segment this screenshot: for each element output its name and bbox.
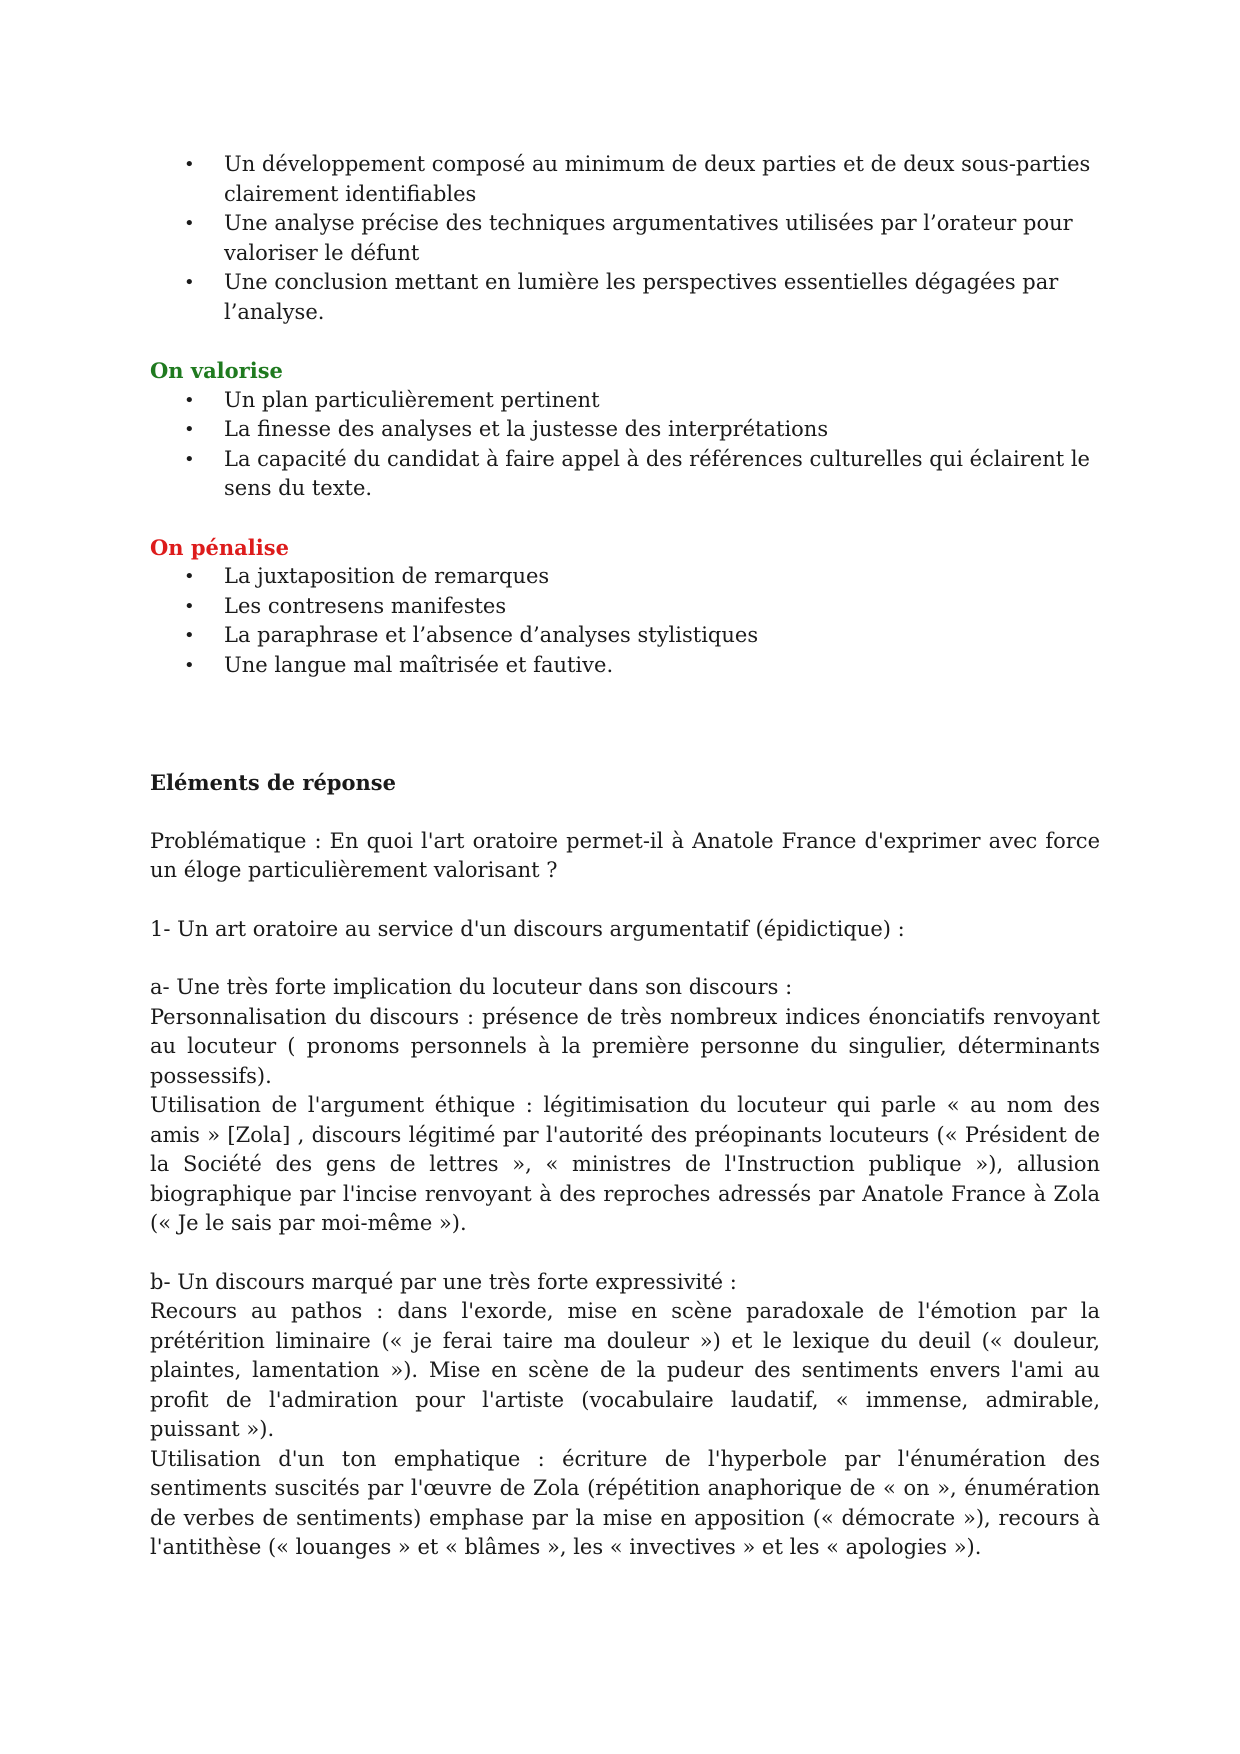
intro-criteria-list	[150, 150, 1100, 327]
list-item-text: Une analyse précise des techniques argumentatives utilisées par l’orateur pour valoriser le défunt	[224, 211, 1073, 265]
list-item	[150, 386, 1100, 416]
bullet-icon: •	[184, 389, 195, 411]
list-item	[150, 445, 1100, 504]
subpart-b-paragraph-2: Utilisation d'un ton emphatique : écriture de l'hyperbole par l'énumération des sentiments suscités par l'œuvre de Zola (répétition anaphorique de « on », énumération de verbes de sentiments) emphase par la mise en apposition (« démocrate »), recours à l'antithèse (« louanges » et « blâmes », les « invectives » et les « apologies »).	[150, 1446, 1100, 1559]
list-item	[150, 150, 1100, 209]
list-item-text: La juxtaposition de remarques	[224, 564, 550, 588]
bullet-icon: •	[184, 213, 195, 234]
valorise-list	[150, 386, 1100, 504]
list-item-text: La paraphrase et l’absence d’analyses stylistiques	[224, 623, 759, 647]
list-item-text: La finesse des analyses et la justesse des interprétations	[224, 417, 829, 441]
problematique-text: Problématique : En quoi l'art oratoire permet-il à Anatole France d'exprimer avec force un éloge particulièrement valorisant ?	[150, 828, 1100, 882]
subpart-a-paragraph-1: Personnalisation du discours : présence de très nombreux indices énonciatifs renvoyant au locuteur ( pronoms personnels à la première personne du singulier, déterminants possessifs).	[150, 1004, 1100, 1088]
bullet-icon: •	[184, 566, 195, 587]
list-item	[150, 621, 1100, 651]
bullet-icon: •	[184, 419, 195, 440]
subpart-b-paragraph-1: Recours au pathos : dans l'exorde, mise en scène paradoxale de l'émotion par la prétérition liminaire (« je ferai taire ma douleur ») et le lexique du deuil (« douleur, plaintes, lamentation »). Mise en scène de la pudeur des sentiments envers l'ami au profit de l'admiration pour l'artiste (vocabulaire laudatif, « immense, admirable, puissant »).	[150, 1299, 1100, 1441]
bullet-icon: •	[184, 595, 195, 617]
list-item	[150, 209, 1100, 268]
bullet-icon: •	[184, 654, 195, 676]
bullet-icon: •	[184, 625, 195, 646]
list-item	[150, 268, 1100, 327]
list-item	[150, 562, 1100, 592]
valorise-heading: On valorise	[150, 358, 283, 383]
subpart-a-title: a- Une très forte implication du locuteur dans son discours :	[150, 975, 793, 999]
list-item-text: Une langue mal maîtrisée et fautive.	[224, 652, 614, 677]
bullet-icon: •	[184, 154, 195, 175]
subpart-a-paragraph-2: Utilisation de l'argument éthique : légitimisation du locuteur qui parle « au nom des amis » [Zola] , discours légitimé par l'autorité des préopinants locuteurs (« Président de la Société des gens de lettres », « ministres de l'Instruction publique »), allusion biographique par l'incise renvoyant à des reproches adressés par Anatole France à Zola (« Je le sais par moi-même »).	[150, 1093, 1100, 1235]
subpart-b-title: b- Un discours marqué par une très forte expressivité :	[150, 1269, 737, 1294]
list-item-text: La capacité du candidat à faire appel à des références culturelles qui éclairent le sens du texte.	[224, 446, 1090, 500]
list-item-text: Les contresens manifestes	[224, 593, 507, 618]
list-item	[150, 592, 1100, 622]
penalise-list	[150, 562, 1100, 680]
elements-heading: Eléments de réponse	[150, 770, 396, 795]
bullet-icon: •	[184, 272, 195, 293]
bullet-icon: •	[184, 448, 195, 470]
list-item-text: Une conclusion mettant en lumière les perspectives essentielles dégagées par l’analyse.	[224, 270, 1059, 324]
penalise-heading: On pénalise	[150, 534, 289, 560]
document-page	[150, 150, 1100, 1563]
list-item	[150, 415, 1100, 445]
list-item-text: Un développement composé au minimum de deux parties et de deux sous-parties clairement identifiables	[224, 152, 1091, 206]
list-item	[150, 651, 1100, 681]
part1-title: 1- Un art oratoire au service d'un discours argumentatif (épidictique) :	[150, 916, 905, 941]
list-item-text: Un plan particulièrement pertinent	[224, 387, 600, 412]
